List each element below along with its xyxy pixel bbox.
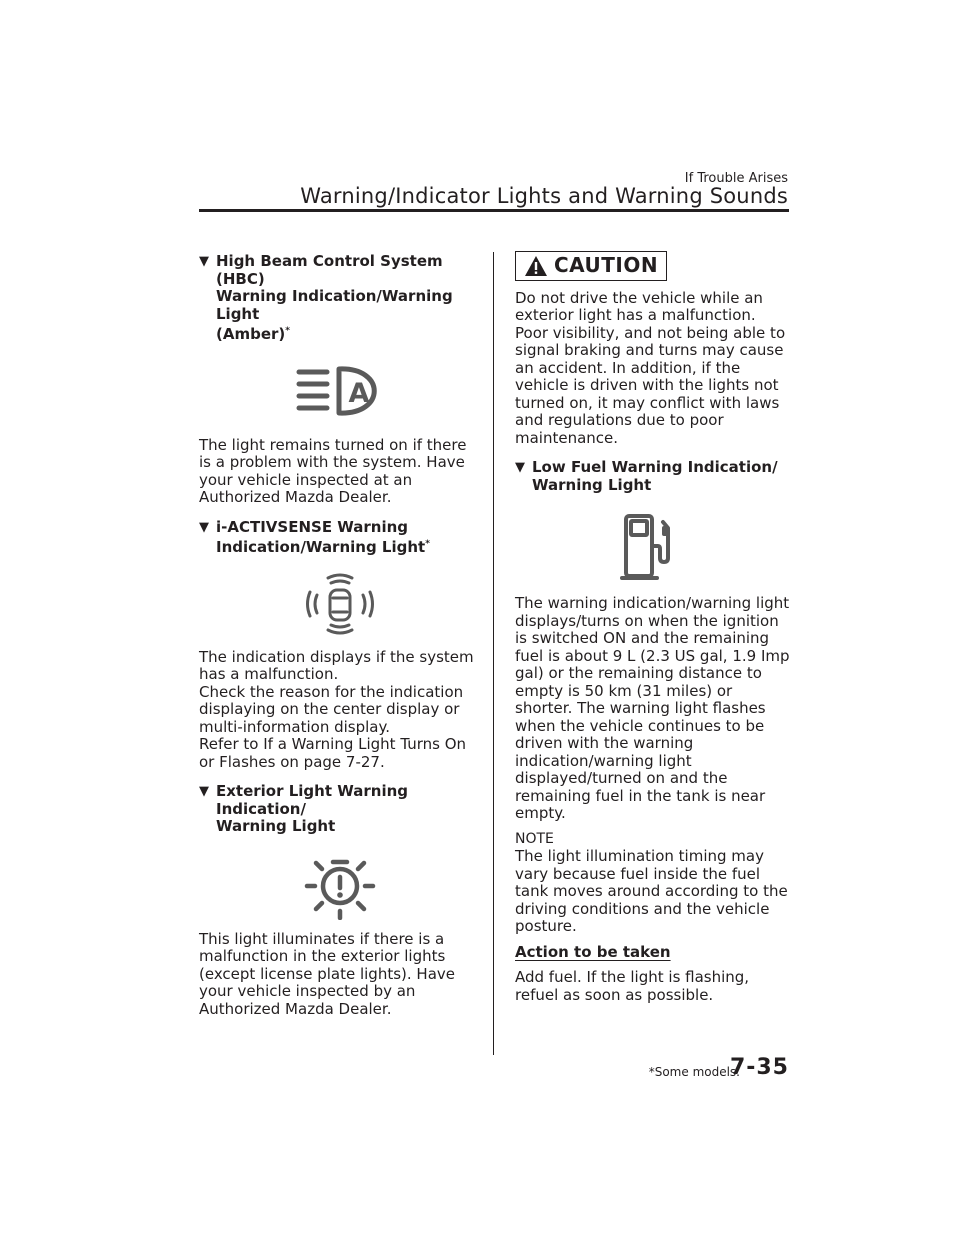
fuel-pump-icon (620, 512, 686, 582)
iactivsense-body-1: The indication displays if the system has a malfunction. (199, 647, 474, 683)
iactivsense-heading (199, 519, 481, 557)
note-text: The light illumination timing may vary because fuel inside the fuel tank moves around according to the driving conditions and the vehicle posture. (515, 847, 788, 935)
exterior-body: This light illuminates if there is a malfunction in the exterior lights (except license plate lights). Have your vehicle inspected by an Authorized Mazda Dealer. (199, 929, 455, 1018)
exterior-heading-line1: Exterior Light Warning Indication/ (216, 782, 409, 818)
hbc-heading-line2: Warning Indication/Warning Light (216, 287, 453, 323)
hbc-heading (199, 253, 481, 344)
triangle-bullet-icon: ▼ (199, 254, 209, 269)
footnote: *Some models. (648, 1065, 740, 1079)
iactivsense-body-2: Check the reason for the indication displaying on the center display or multi-information display. (199, 682, 464, 736)
svg-text:A: A (348, 377, 370, 409)
caution-text: Do not drive the vehicle while an exterior light has a malfunction. Poor visibility, and not being able to signal braking and turns may cause an accident. In addition, if the vehicle is driven with the lights not turned on, it may conflict with laws and regulations due to poor maintenance. (515, 288, 786, 447)
hbc-auto-high-beam-icon (290, 363, 390, 423)
triangle-bullet-icon: ▼ (515, 460, 525, 475)
iactivsense-body-3: Refer to If a Warning Light Turns On or Flashes on page 7-27. (199, 735, 467, 771)
low-fuel-heading-line2: Warning Light (532, 475, 652, 494)
action-text: Add fuel. If the light is flashing, refuel as soon as possible. (515, 968, 750, 1004)
caution-label: CAUTION (554, 253, 659, 278)
i-activsense-warning-icon (305, 569, 375, 639)
exterior-heading-line2: Warning Light (216, 817, 336, 835)
action-label: Action to be taken (515, 942, 671, 961)
triangle-bullet-icon: ▼ (199, 784, 209, 799)
hbc-heading-line3: (Amber) (216, 325, 286, 343)
page-title: Warning/Indicator Lights and Warning Sounds (300, 184, 788, 208)
triangle-bullet-icon: ▼ (199, 519, 209, 535)
left-column (199, 253, 481, 1018)
asterisk: * (285, 326, 290, 336)
right-column (515, 251, 791, 1004)
low-fuel-body: The warning indication/warning light displays/turns on when the ignition is switched ON and the remaining fuel is about 9 L (2.3 US gal, 1.9 Imp gal) or the remaining distance to empty is 50 km (31 miles) or shorter. The warning light flashes when the vehicle continues to be driven with the warning indication/warning light displayed/turned on and the remaining fuel in the tank is near empty. (515, 594, 790, 822)
column-divider (493, 252, 494, 1055)
header-rule (199, 209, 789, 212)
warning-triangle-icon (524, 255, 548, 277)
section-label: If Trouble Arises (684, 171, 788, 186)
iactivsense-heading-line1: i-ACTIVSENSE Warning (216, 517, 409, 536)
hbc-heading-line1: High Beam Control System (HBC) (216, 252, 443, 288)
asterisk: * (425, 539, 430, 549)
low-fuel-heading-line1: Low Fuel Warning Indication/ (532, 458, 778, 476)
exterior-light-warning-icon (303, 850, 377, 920)
page-number: 7-35 (729, 1055, 789, 1080)
iactivsense-heading-line2: Indication/Warning Light (216, 538, 426, 556)
hbc-body: The light remains turned on if there is a problem with the system. Have your vehicle inspected at an Authorized Mazda Dealer. (199, 435, 467, 506)
caution-box (515, 251, 667, 281)
low-fuel-heading (515, 459, 791, 494)
note-label: NOTE (515, 830, 554, 847)
exterior-light-heading (199, 783, 481, 836)
